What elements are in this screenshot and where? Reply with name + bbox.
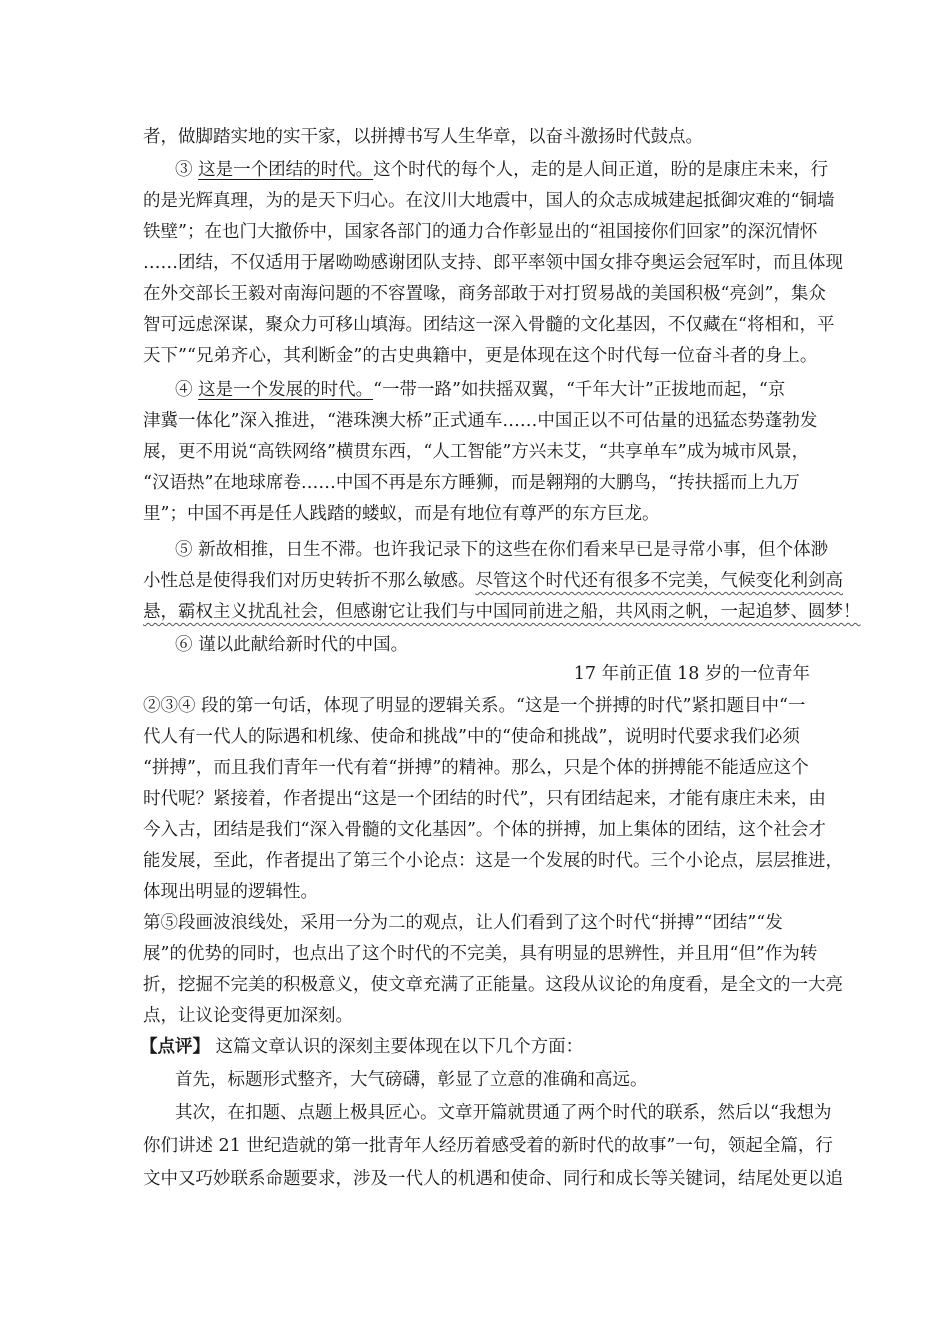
paragraph-4-line: “汉语热”在地球席卷……中国不再是东方睡狮，而是翱翔的大鹏鸟，“抟扶摇而上九万 [143, 473, 800, 493]
paragraph-3-line: 的是光辉真理，为的是天下归心。在汶川大地震中，国人的众志成城建起抵御灾难的“铜墙 [143, 191, 835, 211]
paragraph-3-line: 智可远虑深谋，聚众力可移山填海。团结这一深入骨髓的文化基因，不仅藏在“将相和，平 [143, 315, 835, 335]
review-second-line: 你们讲述 21 世纪造就的第一批青年人经历着感受着的新时代的故事”一句，领起全篇，行 [143, 1136, 833, 1156]
analysis-line: 第⑤段画波浪线处，采用一分为二的观点，让人们看到了这个时代“拼搏”“团结”“发 [143, 913, 783, 933]
wavy-underlined-text: 尽管这个时代还有很多不完美，气候变化利剑高 [475, 571, 843, 591]
paragraph-4-line [175, 378, 785, 402]
paragraph-3-line: ……团结，不仅适用于屠呦呦感谢团队支持、郎平率领中国女排夺奥运会冠军时，而且体现 [143, 253, 843, 273]
paragraph-3-line: 铁壁”；在也门大撤侨中，国家各部门的通力合作彰显出的“祖国接你们回家”的深沉情怀 [143, 222, 818, 242]
paragraph-4-heading: 这是一个发展的时代。 [198, 380, 374, 400]
review-second-line: 其次，在扣题、点题上极具匠心。文章开篇就贯通了两个时代的联系，然后以“我想为 [175, 1103, 832, 1123]
review-first: 首先，标题形式整齐，大气磅礴，彰显了立意的准确和高远。 [175, 1070, 648, 1090]
review-second-line: 文中又巧妙联系命题要求，涉及一代人的机遇和使命、同行和成长等关键词，结尾处更以追 [143, 1169, 843, 1189]
paragraph-4-text: “一带一路”如扶摇双翼，“千年大计”正拔地而起，“京 [373, 380, 786, 400]
paragraph-6-line [175, 633, 408, 657]
review-intro: 这篇文章认识的深刻主要体现在以下几个方面： [215, 1037, 584, 1057]
paragraph-5-line [175, 538, 828, 562]
analysis-line: 今入古，团结是我们“深入骨髓的文化基因”。个体的拼搏，加上集体的团结，这个社会才 [143, 820, 826, 840]
paragraph-3-line: 在外交部长王毅对南海问题的不容置喙，商务部敢于对打贸易战的美国积极“亮剑”，集众 [143, 284, 826, 304]
wavy-underlined-text: 悬，霸权主义扰乱社会，但感谢它让我们与中国同前进之船，共风雨之帆，一起追梦、圆梦！ [143, 602, 861, 622]
paragraph-number-4: ④ [175, 380, 193, 400]
paragraph-4-line: 展，更不用说“高铁网络”横贯东西，“人工智能”方兴未艾，“共享单车”成为城市风景， [143, 442, 810, 462]
analysis-line: 点，让议论变得更加深刻。 [143, 1006, 353, 1026]
paragraph-3-line: 天下”“兄弟齐心，其利断金”的古史典籍中，更是体现在这个时代每一位奋斗者的身上。 [143, 346, 818, 366]
paragraph-5-text: 新故相推，日生不滞。也许我记录下的这些在你们看来早已是寻常小事，但个体渺 [198, 540, 829, 560]
analysis-line: 能发展，至此，作者提出了第三个小论点：这是一个发展的时代。三个小论点，层层推进， [143, 851, 843, 871]
analysis-line: 代人有一代人的际遇和机缘、使命和挑战”中的“使命和挑战”，说明时代要求我们必须 [143, 727, 800, 747]
paragraph-5-line [143, 600, 861, 624]
analysis-line: 展”的优势的同时，也点出了这个时代的不完美，具有明显的思辨性，并且用“但”作为转 [143, 944, 818, 964]
analysis-line: 体现出明显的逻辑性。 [143, 882, 318, 902]
paragraph-5-text: 小性总是使得我们对历史转折不那么敏感。 [143, 571, 476, 591]
analysis-line: 时代呢？紧接着，作者提出“这是一个团结的时代”，只有团结起来，才能有康庄未来，由 [143, 789, 826, 809]
paragraph-4-line: 津冀一体化”深入推进，“港珠澳大桥”正式通车……中国正以不可估量的迅猛态势蓬勃发 [143, 411, 818, 431]
paragraph-5-line [143, 569, 843, 593]
review-tag: 【点评】 [140, 1037, 210, 1057]
paragraph-3-line [175, 158, 828, 182]
paragraph-number-5: ⑤ [175, 540, 193, 560]
paragraph-6-text: 谨以此献给新时代的中国。 [198, 635, 409, 655]
paragraph-number-6: ⑥ [175, 635, 193, 655]
paragraph-3-heading: 这是一个团结的时代。 [198, 160, 374, 180]
analysis-line: ②③④ 段的第一句话，体现了明显的逻辑关系。“这是一个拼搏的时代”紧扣题目中“一 [143, 696, 806, 716]
paragraph-2-tail: 者，做脚踏实地的实干家，以拼搏书写人生华章，以奋斗激扬时代鼓点。 [143, 127, 703, 147]
paragraph-4-line: 里”；中国不再是任人践踏的蝼蚁，而是有地位有尊严的东方巨龙。 [143, 504, 660, 524]
signature: 17 年前正值 18 岁的一位青年 [573, 664, 810, 684]
paragraph-number-3: ③ [175, 160, 193, 180]
review-line [140, 1035, 583, 1059]
analysis-line: “拼搏”，而且我们青年一代有着“拼搏”的精神。那么，只是个体的拼搏能不能适应这个 [143, 758, 809, 778]
analysis-line: 折，挖掘不完美的积极意义，使文章充满了正能量。这段从议论的角度看，是全文的一大亮 [143, 975, 843, 995]
paragraph-3-text: 这个时代的每个人，走的是人间正道，盼的是康庄未来，行 [373, 160, 829, 180]
